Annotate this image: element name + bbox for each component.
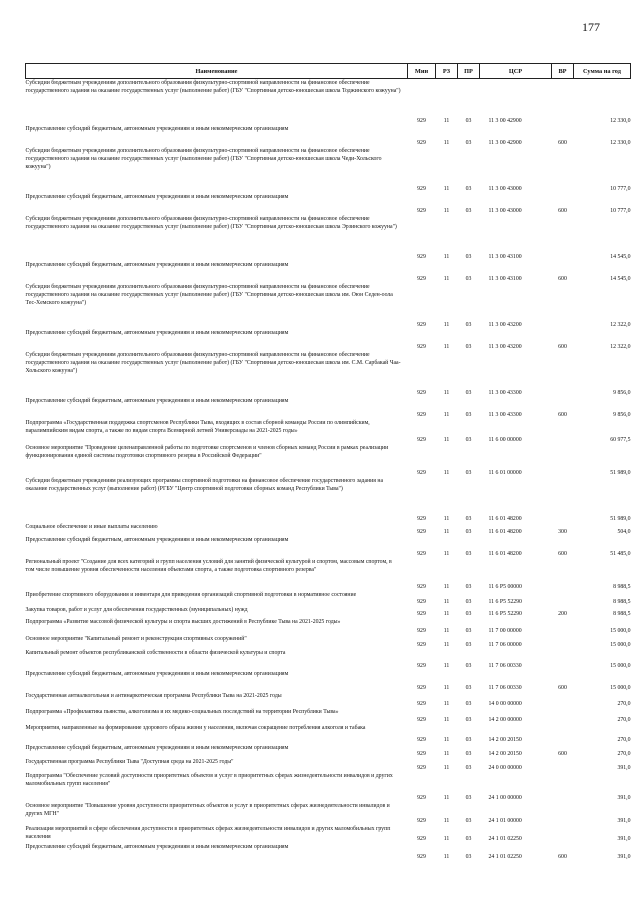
row-vr: 600 <box>558 550 567 557</box>
table-row <box>26 724 631 744</box>
row-sum: 15 000,0 <box>610 684 631 691</box>
row-rz: 11 <box>443 853 450 860</box>
row-csr: 11 3 00 43000 <box>488 207 522 214</box>
row-min: 929 <box>417 835 426 842</box>
row-min: 929 <box>417 550 426 557</box>
row-sum: 12 322,0 <box>610 321 631 328</box>
row-csr: 11 3 00 43000 <box>488 185 522 192</box>
row-rz: 11 <box>443 583 450 590</box>
row-sum: 8 988,5 <box>613 598 631 605</box>
row-csr: 11 6 01 48200 <box>488 528 522 535</box>
row-sum: 8 988,5 <box>613 610 631 617</box>
row-min: 929 <box>417 207 426 214</box>
row-pr: 03 <box>465 835 472 842</box>
row-sum: 10 777,0 <box>610 185 631 192</box>
row-csr: 11 3 00 43200 <box>488 343 522 350</box>
row-min: 929 <box>417 321 426 328</box>
row-sum: 14 545,0 <box>610 275 631 282</box>
table-row <box>26 215 631 261</box>
row-sum: 15 000,0 <box>610 627 631 634</box>
row-rz: 11 <box>443 736 450 743</box>
row-csr: 11 6 Р5 52290 <box>488 610 522 617</box>
row-csr: 24 1 01 02250 <box>488 853 522 860</box>
row-pr: 03 <box>465 794 472 801</box>
row-csr: 11 6 00 00000 <box>488 436 522 443</box>
row-min: 929 <box>417 610 426 617</box>
header-sum: Сумма на год <box>574 64 631 79</box>
row-sum: 12 322,0 <box>610 343 631 350</box>
table-row <box>26 772 631 802</box>
budget-table <box>25 63 631 861</box>
row-min: 929 <box>417 515 426 522</box>
header-min: Мин <box>408 64 436 79</box>
row-rz: 11 <box>443 550 450 557</box>
table-header-row <box>26 64 631 79</box>
row-min: 929 <box>417 716 426 723</box>
row-pr: 03 <box>465 684 472 691</box>
row-name: Предоставление субсидий бюджетным, автономным учреждениям и иным некоммерческим организациям <box>25 397 289 404</box>
row-sum: 15 000,0 <box>610 662 631 669</box>
row-min: 929 <box>417 411 426 418</box>
row-csr: 11 3 00 43300 <box>488 389 522 396</box>
row-rz: 11 <box>443 794 450 801</box>
header-pr: ПР <box>458 64 480 79</box>
table-row <box>26 758 631 772</box>
row-rz: 11 <box>443 321 450 328</box>
row-min: 929 <box>417 700 426 707</box>
row-pr: 03 <box>465 275 472 282</box>
row-rz: 11 <box>443 598 450 605</box>
row-csr: 11 3 00 43100 <box>488 275 522 282</box>
row-min: 929 <box>417 750 426 757</box>
row-vr <box>552 758 574 772</box>
row-csr: 24 1 01 02250 <box>488 835 522 842</box>
row-rz: 11 <box>443 641 450 648</box>
row-vr: 600 <box>558 139 567 146</box>
row-name: Субсидии бюджетным учреждениям дополнительного образования физкультурно-спортивной направленности на финансовое обеспечение государственного задания на оказание государственных услуг (выполнение работ) (ГБУ "Спортивная детско-юношеская школа им. С.М. Сарбакай Чаа-Хольского кожууна") <box>25 351 401 374</box>
table-row <box>26 125 631 147</box>
row-pr: 03 <box>465 641 472 648</box>
table-row <box>26 193 631 215</box>
row-rz: 11 <box>443 627 450 634</box>
row-vr <box>552 351 574 397</box>
row-rz: 11 <box>443 389 450 396</box>
table-row <box>26 649 631 670</box>
row-rz: 11 <box>443 662 450 669</box>
row-min: 929 <box>417 528 426 535</box>
row-csr: 11 3 00 43100 <box>488 253 522 260</box>
row-rz: 11 <box>443 469 450 476</box>
row-min: 929 <box>417 185 426 192</box>
row-pr: 03 <box>465 321 472 328</box>
row-vr <box>552 708 574 724</box>
row-pr: 03 <box>465 662 472 669</box>
row-vr <box>552 825 574 843</box>
row-rz: 11 <box>443 515 450 522</box>
table-row <box>26 825 631 843</box>
row-vr <box>552 618 574 635</box>
row-vr <box>552 802 574 825</box>
row-rz: 11 <box>443 610 450 617</box>
row-pr: 03 <box>465 139 472 146</box>
row-name: Предоставление субсидий бюджетным, автономным учреждениям и иным некоммерческим организациям <box>25 843 289 850</box>
header-name: Наименование <box>26 64 408 79</box>
row-pr: 03 <box>465 598 472 605</box>
row-rz: 11 <box>443 185 450 192</box>
header-csr: ЦСР <box>480 64 552 79</box>
table-row <box>26 843 631 861</box>
row-pr: 03 <box>465 736 472 743</box>
row-pr: 03 <box>465 207 472 214</box>
row-csr: 11 6 01 48200 <box>488 550 522 557</box>
row-min: 929 <box>417 389 426 396</box>
row-pr: 03 <box>465 436 472 443</box>
table-row <box>26 79 631 125</box>
row-pr: 03 <box>465 583 472 590</box>
row-csr: 11 7 06 00330 <box>488 662 522 669</box>
row-pr: 03 <box>465 700 472 707</box>
table-row <box>26 802 631 825</box>
row-name: Подпрограмма «Профилактика пьянства, алкоголизма и их медико-социальных последствий на территории Республики Тыва» <box>25 708 339 715</box>
table-row <box>26 444 631 477</box>
row-pr: 03 <box>465 550 472 557</box>
row-min: 929 <box>417 117 426 124</box>
row-pr: 03 <box>465 817 472 824</box>
row-vr <box>552 283 574 329</box>
row-rz: 11 <box>443 436 450 443</box>
row-pr: 03 <box>465 610 472 617</box>
row-pr: 03 <box>465 389 472 396</box>
row-pr: 03 <box>465 117 472 124</box>
row-vr <box>552 477 574 523</box>
row-pr: 03 <box>465 469 472 476</box>
row-min: 929 <box>417 253 426 260</box>
row-vr <box>552 444 574 477</box>
row-sum: 14 545,0 <box>610 253 631 260</box>
row-csr: 11 6 01 00000 <box>488 469 522 476</box>
row-rz: 11 <box>443 275 450 282</box>
table-row <box>26 606 631 618</box>
row-csr: 24 0 00 00000 <box>488 764 522 771</box>
row-sum: 391,0 <box>617 835 631 842</box>
row-name: Приобретение спортивного оборудования и инвентаря для приведения организаций спортивной подготовки в нормативное состояние <box>25 591 357 598</box>
row-csr: 24 1 00 00000 <box>488 794 522 801</box>
table-row <box>26 283 631 329</box>
page-number: 177 <box>582 20 600 34</box>
row-min: 929 <box>417 583 426 590</box>
row-vr: 200 <box>558 610 567 617</box>
table-row <box>26 419 631 444</box>
row-name: Субсидии бюджетным учреждениям дополнительного образования физкультурно-спортивной направленности на финансовое обеспечение государственного задания на оказание государственных услуг (выполнение работ) (ГБУ "Спортивная детско-юношеская школа Тоджинского кожууна") <box>25 80 401 94</box>
row-pr: 03 <box>465 343 472 350</box>
row-csr: 14 2 00 00000 <box>488 716 522 723</box>
row-vr: 300 <box>558 528 567 535</box>
row-min: 929 <box>417 139 426 146</box>
row-csr: 11 6 Р5 00000 <box>488 583 522 590</box>
row-csr: 11 6 01 48200 <box>488 515 522 522</box>
row-name: Государственная программа Республики Тыва "Доступная среда на 2021-2025 годы" <box>25 758 234 765</box>
row-min: 929 <box>417 684 426 691</box>
row-rz: 11 <box>443 750 450 757</box>
row-rz: 11 <box>443 117 450 124</box>
row-name: Подпрограмма «Развитие массовой физической культуры и спорта высших достижений в Республике Тыва на 2021-2025 годы» <box>25 618 341 625</box>
row-csr: 11 7 00 00000 <box>488 627 522 634</box>
row-csr: 24 1 01 00000 <box>488 817 522 824</box>
row-vr <box>552 558 574 591</box>
row-name: Социальное обеспечение и иные выплаты населению <box>25 523 158 530</box>
row-rz: 11 <box>443 764 450 771</box>
row-sum: 270,0 <box>617 700 631 707</box>
row-csr: 11 3 00 43300 <box>488 411 522 418</box>
row-csr: 11 3 00 42900 <box>488 139 522 146</box>
row-vr: 600 <box>558 750 567 757</box>
table-row <box>26 708 631 724</box>
row-vr <box>552 147 574 193</box>
row-sum: 9 856,0 <box>613 411 631 418</box>
row-vr <box>552 79 574 125</box>
row-name: Предоставление субсидий бюджетным, автономным учреждениям и иным некоммерческим организациям <box>25 193 289 200</box>
row-name: Субсидии бюджетным учреждениям дополнительного образования физкультурно-спортивной направленности на финансовое обеспечение государственного задания на оказание государственных услуг (выполнение работ) (ГБУ "Спортивная детско-юношеская школа Эрзинского кожууна") <box>25 215 397 230</box>
row-min: 929 <box>417 794 426 801</box>
row-vr <box>552 772 574 802</box>
row-pr: 03 <box>465 185 472 192</box>
row-rz: 11 <box>443 817 450 824</box>
row-vr <box>552 724 574 744</box>
header-vr: ВР <box>552 64 574 79</box>
row-vr: 600 <box>558 207 567 214</box>
row-name: Подпрограмма "Обеспечение условий доступности приоритетных объектов и услуг в приоритетных сферах жизнедеятельности инвалидов и других маломобильных групп населения" <box>25 772 393 787</box>
row-name: Субсидии бюджетным учреждениям дополнительного образования физкультурно-спортивной направленности на финансовое обеспечение государственного задания на оказание государственных услуг (выполнение работ) (ГБУ "Спортивная детско-юношеская школа им. Оюн Седен-оола Тес-Хемского кожууна") <box>25 283 393 306</box>
table-row <box>26 635 631 649</box>
row-pr: 03 <box>465 627 472 634</box>
row-pr: 03 <box>465 515 472 522</box>
row-vr <box>552 591 574 606</box>
row-sum: 9 856,0 <box>613 389 631 396</box>
table-row <box>26 477 631 523</box>
row-min: 929 <box>417 662 426 669</box>
row-vr <box>552 419 574 444</box>
row-sum: 270,0 <box>617 716 631 723</box>
row-vr: 600 <box>558 684 567 691</box>
row-csr: 11 3 00 43200 <box>488 321 522 328</box>
row-name: Основное мероприятие "Повышение уровня доступности приоритетных объектов и услуг в приоритетных сферах жизнедеятельности инвалидов и других МГН" <box>25 802 390 817</box>
row-rz: 11 <box>443 139 450 146</box>
row-csr: 11 7 06 00000 <box>488 641 522 648</box>
row-rz: 11 <box>443 343 450 350</box>
row-name: Субсидии бюджетным учреждениям реализующих программы спортивной подготовки на финансовое обеспечение государственного задания на оказание государственных услуг (выполнение работ) (РГБУ "Центр спортивной подготовки сборных команд Республики Тыва") <box>25 477 384 492</box>
row-sum: 51 989,0 <box>610 515 631 522</box>
row-name: Предоставление субсидий бюджетным, автономным учреждениям и иным некоммерческим организациям <box>25 329 289 336</box>
row-sum: 10 777,0 <box>610 207 631 214</box>
row-min: 929 <box>417 817 426 824</box>
table-row <box>26 670 631 692</box>
row-sum: 51 989,0 <box>610 469 631 476</box>
row-min: 929 <box>417 736 426 743</box>
row-pr: 03 <box>465 716 472 723</box>
row-sum: 12 330,0 <box>610 139 631 146</box>
row-pr: 03 <box>465 528 472 535</box>
row-name: Закупка товаров, работ и услуг для обеспечения государственных (муниципальных) нужд <box>25 606 248 613</box>
row-sum: 270,0 <box>617 750 631 757</box>
table-row <box>26 261 631 283</box>
row-name: Капитальный ремонт объектов республиканской собственности в области физической культуры и спорта <box>25 649 286 656</box>
row-vr <box>552 692 574 708</box>
row-vr: 600 <box>558 275 567 282</box>
row-min: 929 <box>417 764 426 771</box>
row-rz: 11 <box>443 207 450 214</box>
row-csr: 11 3 00 42900 <box>488 117 522 124</box>
row-min: 929 <box>417 853 426 860</box>
row-vr: 600 <box>558 343 567 350</box>
table-row <box>26 329 631 351</box>
row-min: 929 <box>417 436 426 443</box>
row-rz: 11 <box>443 528 450 535</box>
row-sum: 391,0 <box>617 853 631 860</box>
row-rz: 11 <box>443 684 450 691</box>
row-pr: 03 <box>465 411 472 418</box>
row-name: Предоставление субсидий бюджетным, автономным учреждениям и иным некоммерческим организациям <box>25 536 289 543</box>
row-vr <box>552 649 574 670</box>
table-row <box>26 351 631 397</box>
row-name: Предоставление субсидий бюджетным, автономным учреждениям и иным некоммерческим организациям <box>25 744 289 751</box>
table-row <box>26 523 631 536</box>
row-min: 929 <box>417 275 426 282</box>
row-min: 929 <box>417 627 426 634</box>
row-rz: 11 <box>443 700 450 707</box>
row-sum: 15 000,0 <box>610 641 631 648</box>
table-row <box>26 618 631 635</box>
table-row <box>26 591 631 606</box>
row-min: 929 <box>417 469 426 476</box>
row-rz: 11 <box>443 253 450 260</box>
table-row <box>26 692 631 708</box>
header-rz: РЗ <box>436 64 458 79</box>
table-row <box>26 536 631 558</box>
row-name: Предоставление субсидий бюджетным, автономным учреждениям и иным некоммерческим организациям <box>25 670 289 677</box>
row-sum: 391,0 <box>617 764 631 771</box>
row-csr: 11 6 Р5 52290 <box>488 598 522 605</box>
row-csr: 14 2 00 20150 <box>488 750 522 757</box>
row-name: Мероприятия, направленные на формирование здорового образа жизни у населения, включая сокращение потребления алкоголя и табака <box>25 724 366 731</box>
row-rz: 11 <box>443 716 450 723</box>
row-sum: 270,0 <box>617 736 631 743</box>
row-csr: 11 7 06 00330 <box>488 684 522 691</box>
row-csr: 14 2 00 20150 <box>488 736 522 743</box>
row-sum: 504,0 <box>617 528 631 535</box>
row-rz: 11 <box>443 835 450 842</box>
row-vr <box>552 215 574 261</box>
row-name: Региональный проект "Создание для всех категорий и групп населения условий для занятий физической культурой и спортом, массовым спортом, в том числе повышение уровня обеспеченности населения объектами спорта, а также подготовка спортивного резерва" <box>25 558 392 573</box>
table-row <box>26 147 631 193</box>
row-name: Государственная антиалкогольная и антинаркотическая программа Республики Тыва на 2021-2025 годы <box>25 692 282 699</box>
row-name: Основное мероприятие "Проведение целенаправленной работы по подготовке спортсменов и членов сборных команд России в рамках реализации функционирования единой системы подготовки спортивного резерва в Российской Федерации" <box>25 444 389 459</box>
row-sum: 51 485,0 <box>610 550 631 557</box>
row-sum: 60 977,5 <box>610 436 631 443</box>
row-min: 929 <box>417 598 426 605</box>
row-name: Подпрограмма «Государственная поддержка спортсменов Республики Тыва, входящих в состав сборной команды России по олимпийским, паралимпийским видам спорта, а также по видам спорта Всемирной летней Универсиады на 2021-2025 годы» <box>25 419 370 434</box>
row-csr: 14 0 00 00000 <box>488 700 522 707</box>
row-rz: 11 <box>443 411 450 418</box>
row-pr: 03 <box>465 764 472 771</box>
table-row <box>26 558 631 591</box>
row-pr: 03 <box>465 750 472 757</box>
row-pr: 03 <box>465 253 472 260</box>
row-name: Предоставление субсидий бюджетным, автономным учреждениям и иным некоммерческим организациям <box>25 125 289 132</box>
row-vr: 600 <box>558 411 567 418</box>
table-row <box>26 397 631 419</box>
row-name: Основное мероприятие "Капитальный ремонт и реконструкция спортивных сооружений" <box>25 635 247 642</box>
row-vr: 600 <box>558 853 567 860</box>
row-name: Субсидии бюджетным учреждениям дополнительного образования физкультурно-спортивной направленности на финансовое обеспечение государственного задания на оказание государственных услуг (выполнение работ) (ГБУ "Спортивная детско-юношеская школа Чеди-Хольского кожууна") <box>25 147 382 170</box>
row-min: 929 <box>417 641 426 648</box>
row-min: 929 <box>417 343 426 350</box>
row-sum: 8 988,5 <box>613 583 631 590</box>
row-sum: 391,0 <box>617 794 631 801</box>
row-name: Предоставление субсидий бюджетным, автономным учреждениям и иным некоммерческим организациям <box>25 261 289 268</box>
row-pr: 03 <box>465 853 472 860</box>
table-row <box>26 744 631 758</box>
row-vr <box>552 635 574 649</box>
row-sum: 12 330,0 <box>610 117 631 124</box>
row-sum: 391,0 <box>617 817 631 824</box>
row-name: Реализация мероприятий в сфере обеспечения доступности в приоритетных сферах жизнедеятельности инвалидов и других маломобильных групп населения <box>25 825 391 840</box>
